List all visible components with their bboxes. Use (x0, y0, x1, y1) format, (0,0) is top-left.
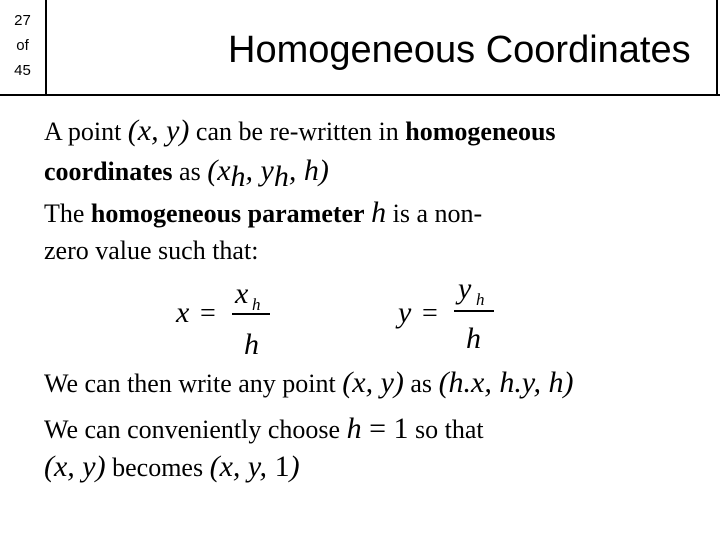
text: so that (408, 415, 484, 444)
eq-denominator: h (466, 322, 481, 355)
header-right-border (716, 0, 718, 96)
header-divider (47, 94, 720, 96)
slide-title: Homogeneous Coordinates (228, 29, 691, 71)
eq-lhs: y (398, 296, 412, 329)
math: (x, y, (209, 450, 275, 483)
slide-number-of: of (16, 37, 29, 54)
text: zero value such that: (44, 236, 259, 265)
text: is a non- (386, 199, 483, 228)
eq-numerator-sub: h (252, 295, 261, 314)
eq-equals: = (422, 298, 438, 329)
slide-number: 27 (14, 12, 31, 29)
text-line-6 (44, 414, 484, 445)
slide-header (0, 0, 720, 97)
text-line-3 (44, 198, 482, 229)
bold-term: homogeneous parameter (90, 199, 365, 228)
slide-total: 45 (14, 62, 31, 79)
text-line-7 (44, 452, 300, 483)
math: ) (289, 450, 300, 483)
text-line-2 (44, 154, 329, 193)
text: as (172, 157, 208, 186)
bold-term: coordinates (44, 157, 173, 186)
eq-lhs: x (176, 296, 190, 329)
text: becomes (105, 453, 210, 482)
text: We can conveniently choose (44, 415, 347, 444)
eq-denominator: h (244, 328, 259, 360)
text-line-1 (44, 116, 556, 147)
math-h: h (371, 196, 387, 229)
math-point: (x, y) (127, 114, 190, 147)
eq-numerator-sub: h (476, 290, 485, 309)
text: The (44, 199, 91, 228)
eq-equals: = (200, 298, 216, 329)
math: , h) (288, 154, 329, 187)
text: as (403, 369, 439, 398)
text: can be re-written in (189, 117, 406, 146)
math-equals-one: = 1 (361, 412, 409, 445)
math-subscript: h (230, 160, 246, 193)
math-one: 1 (274, 450, 290, 483)
math-point: (x, y) (44, 450, 106, 483)
text-line-5 (44, 368, 574, 399)
math-subscript: h (273, 160, 289, 193)
slide-number-box (0, 0, 47, 96)
math: , y (245, 154, 274, 187)
math: (x (207, 154, 231, 187)
text-line-4 (44, 236, 258, 266)
bold-term: homogeneous (405, 117, 556, 146)
math-homogeneous-point: (h.x, h.y, h) (438, 366, 574, 399)
text: We can then write any point (44, 369, 343, 398)
math-point: (x, y) (342, 366, 404, 399)
eq-numerator: y (458, 272, 472, 305)
equation-y (394, 270, 504, 360)
text: A point (44, 117, 128, 146)
math-h: h (346, 412, 362, 445)
eq-numerator: x (235, 277, 249, 310)
equation-x (172, 270, 282, 360)
